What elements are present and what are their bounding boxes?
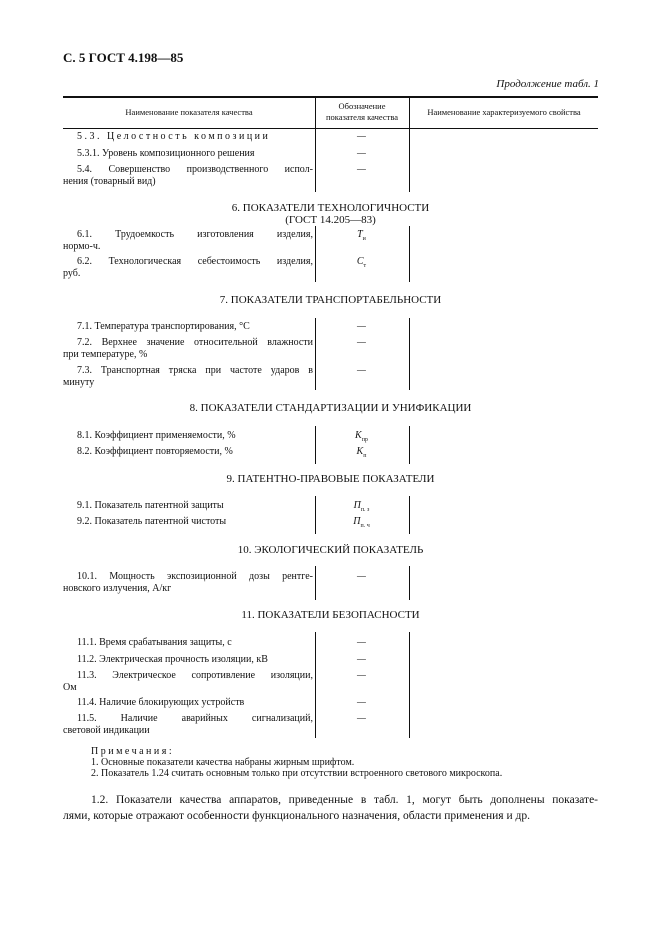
paragraph-line-1: 1.2. Показатели качества аппаратов, приведенные в табл. 1, могут быть дополнены показате-	[91, 794, 598, 806]
row-11-4-symbol: —	[357, 697, 366, 708]
row-6-2-symbol: $C_т$	[356, 256, 367, 269]
row-9-1-symbol: $П_{п. з}$	[353, 500, 370, 513]
row-10-1-name: 10.1. Мощность экспозиционной дозы рентге- новского излучения, А/кг	[63, 571, 313, 594]
col-header-property: Наименование характеризуемого свойства	[427, 107, 581, 117]
row-5-3-name: 5.3. Целостность композиции	[77, 131, 271, 142]
s9-divider-2	[409, 496, 410, 534]
notes-title: Примечания:	[91, 746, 175, 757]
table-header-rule	[63, 128, 598, 129]
row-8-2-symbol: $K_п$	[356, 446, 367, 459]
row-5-3-1-name: 5.3.1. Уровень композиционного решения	[77, 148, 255, 159]
table-top-rule	[63, 96, 598, 98]
col-header-symbol-line1: Обозначение	[338, 101, 386, 111]
row-7-2-name: 7.2. Верхнее значение относительной влажности при температуре, %	[63, 337, 313, 360]
row-8-2-name: 8.2. Коэффициент повторяемости, %	[77, 446, 233, 457]
s6-divider-2	[409, 226, 410, 282]
row-11-1-symbol: —	[357, 637, 366, 648]
row-9-1-name: 9.1. Показатель патентной защиты	[77, 500, 224, 511]
row-8-1-name: 8.1. Коэффициент применяемости, %	[77, 430, 236, 441]
row-9-2-name: 9.2. Показатель патентной чистоты	[77, 516, 227, 527]
row-5-4-name: 5.4. Совершенство производственного испол- нения (товарный вид)	[63, 164, 313, 187]
row-11-1-name: 11.1. Время срабатывания защиты, с	[77, 637, 232, 648]
row-11-5-symbol: —	[357, 713, 366, 724]
row-6-1-name: 6.1. Трудоемкость изготовления изделия, нормо-ч.	[63, 229, 313, 252]
row-11-3-name: 11.3. Электрическое сопротивление изоляции, Ом	[63, 670, 313, 693]
row-5-3-1-symbol: —	[357, 148, 366, 159]
row-7-1-symbol: —	[357, 321, 366, 332]
row-9-2-symbol: $П_{п. ч}$	[353, 516, 370, 529]
row-11-2-name: 11.2. Электрическая прочность изоляции, кВ	[77, 654, 268, 665]
section-10-title: 10. ЭКОЛОГИЧЕСКИЙ ПОКАЗАТЕЛЬ	[237, 544, 424, 556]
note-2: 2. Показатель 1.24 считать основным только при отсутствии встроенного светового микроскопа.	[91, 768, 503, 779]
col-header-symbol	[315, 101, 409, 123]
row-7-3-symbol: —	[357, 365, 366, 376]
row-6-2-name: 6.2. Технологическая себестоимость изделия, руб.	[63, 256, 313, 279]
s11-divider-2	[409, 632, 410, 738]
row-7-3-name: 7.3. Транспортная тряска при частоте ударов в минуту	[63, 365, 313, 388]
row-11-5-name: 11.5. Наличие аварийных сигнализаций, световой индикации	[63, 713, 313, 736]
note-1: 1. Основные показатели качества набраны жирным шрифтом.	[91, 757, 355, 768]
s7-divider-2	[409, 318, 410, 390]
page-header: С. 5 ГОСТ 4.198—85	[63, 50, 184, 65]
section-7-title: 7. ПОКАЗАТЕЛИ ТРАНСПОРТАБЕЛЬНОСТИ	[219, 294, 442, 306]
s8-divider-2	[409, 426, 410, 464]
col-header-name: Наименование показателя качества	[125, 107, 253, 117]
continuation-label: Продолжение табл. 1	[496, 78, 599, 90]
section-11-title: 11. ПОКАЗАТЕЛИ БЕЗОПАСНОСТИ	[241, 609, 420, 621]
paragraph-line-2: лями, которые отражают особенности функционального назначения, области применения и др.	[63, 810, 530, 822]
s10-divider-2	[409, 566, 410, 600]
section-6-title: 6. ПОКАЗАТЕЛИ ТЕХНОЛОГИЧНОСТИ (ГОСТ 14.205—83)	[231, 202, 430, 226]
row-5-3-symbol: —	[357, 131, 366, 142]
row-11-2-symbol: —	[357, 654, 366, 665]
row-11-3-symbol: —	[357, 670, 366, 681]
row-6-1-symbol: $T_и$	[357, 229, 366, 242]
section-9-title: 9. ПАТЕНТНО-ПРАВОВЫЕ ПОКАЗАТЕЛИ	[226, 473, 435, 485]
row-8-1-symbol: $K_{пр}$	[355, 430, 368, 443]
row-7-2-symbol: —	[357, 337, 366, 348]
row-11-4-name: 11.4. Наличие блокирующих устройств	[77, 697, 245, 708]
row-5-4-symbol: —	[357, 164, 366, 175]
row-7-1-name: 7.1. Температура транспортирования, °C	[77, 321, 250, 332]
col-header-symbol-line2: показателя качества	[325, 112, 399, 122]
section-8-title: 8. ПОКАЗАТЕЛИ СТАНДАРТИЗАЦИИ И УНИФИКАЦИИ	[189, 402, 472, 414]
paragraph-1-2	[63, 792, 598, 824]
row-10-1-symbol: —	[357, 571, 366, 582]
